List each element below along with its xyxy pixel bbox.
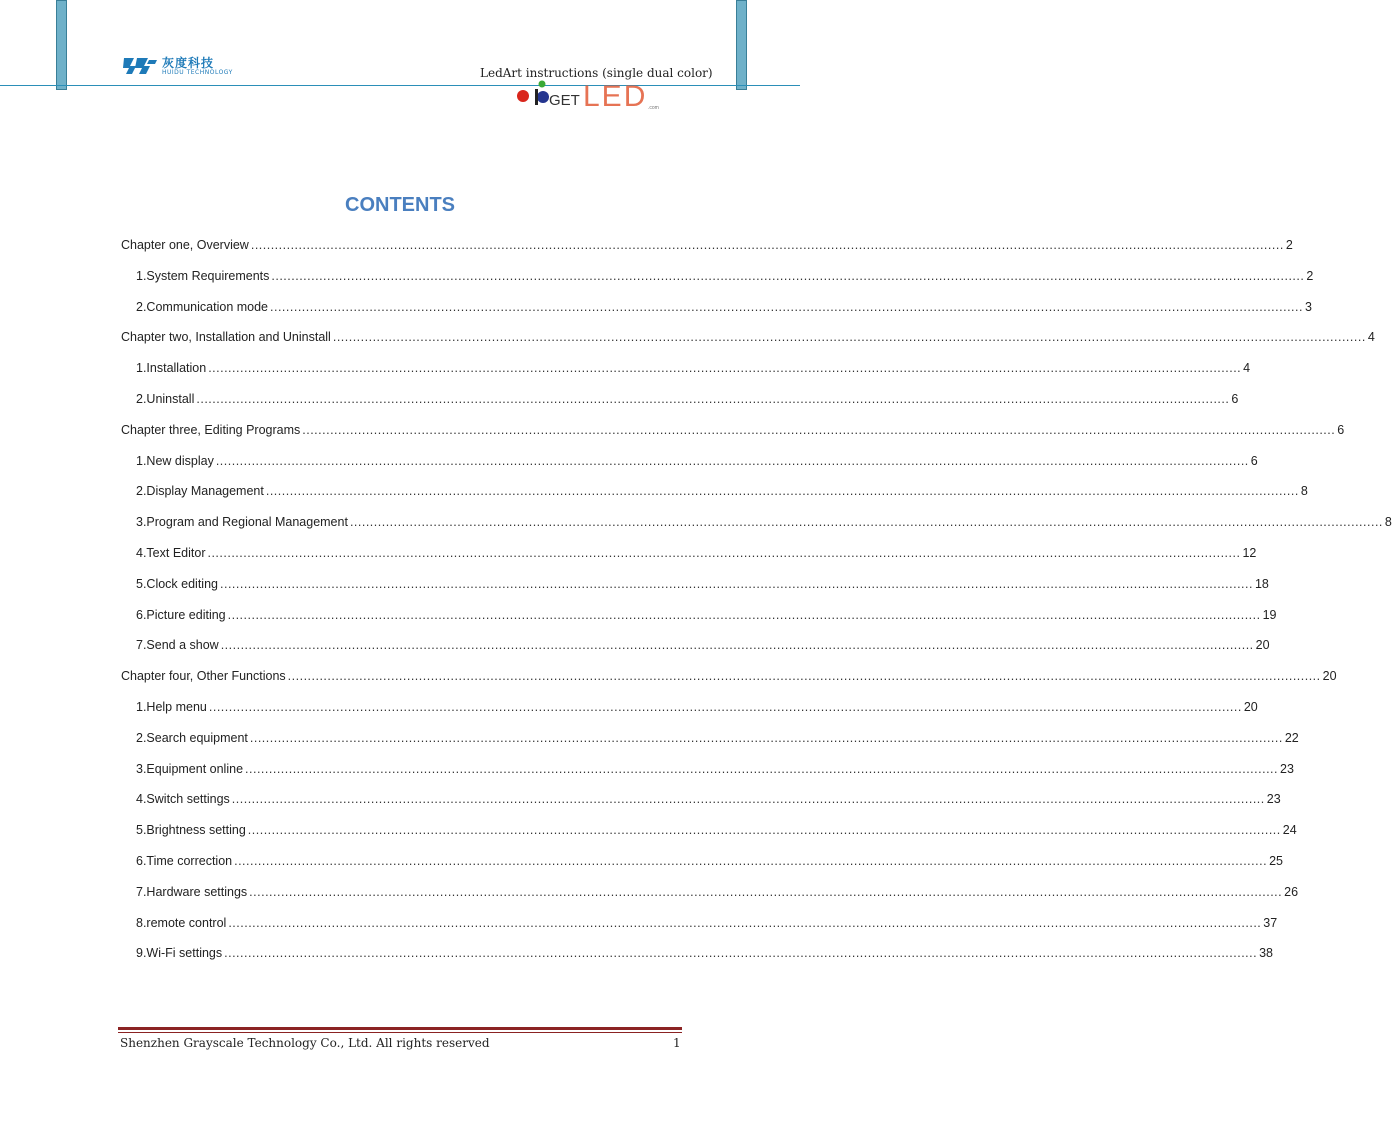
toc-entry-page: 18: [1254, 576, 1269, 591]
toc-leader-dots: ....................................................................................................................................................................................................................................................................: [249, 884, 1283, 899]
header-right-tab: [736, 0, 747, 90]
toc-entry-label: 1.Installation: [136, 361, 207, 376]
company-logo: [122, 54, 233, 78]
toc-leader-dots: ....................................................................................................................................................................................................................................................................: [208, 700, 1242, 714]
toc-entry[interactable]: [136, 444, 1258, 468]
header-left-tab: [56, 0, 67, 90]
toc-entry[interactable]: [136, 290, 1312, 314]
toc-leader-dots: ....................................................................................................................................................................................................................................................................: [247, 823, 1281, 838]
brand-led: LED: [583, 80, 648, 113]
toc-leader-dots: ....................................................................................................................................................................................................................................................................: [349, 515, 1383, 530]
toc-entry-label: 2.Search equipment: [136, 730, 248, 745]
toc-entry-page: 2: [1306, 268, 1314, 283]
toc-entry-page: 6: [1231, 392, 1239, 406]
footer-rule-thick: [118, 1027, 682, 1030]
toc-entry-label: Chapter four, Other Functions: [121, 669, 286, 684]
toc-entry[interactable]: [136, 906, 1278, 930]
toc-entry[interactable]: [136, 598, 1277, 622]
toc-entry[interactable]: [136, 721, 1299, 745]
toc-entry[interactable]: [136, 382, 1239, 406]
toc-entry[interactable]: [136, 351, 1251, 376]
toc-entry-label: Chapter three, Editing Programs: [121, 422, 301, 437]
toc-leader-dots: ....................................................................................................................................................................................................................................................................: [208, 361, 1242, 376]
toc-entry[interactable]: [136, 474, 1308, 499]
toc-entry[interactable]: [136, 690, 1258, 714]
page-title: CONTENTS: [345, 194, 455, 216]
logo-chinese-text: 灰度科技: [162, 55, 215, 70]
toc-entry-label: 5.Clock editing: [136, 576, 218, 591]
toc-entry-page: 23: [1280, 761, 1294, 776]
toc-entry-page: 8: [1300, 484, 1308, 499]
toc-entry[interactable]: [121, 659, 1337, 684]
toc-entry-label: 6.Time correction: [136, 854, 233, 868]
toc-entry-page: 3: [1304, 299, 1312, 314]
toc-leader-dots: ....................................................................................................................................................................................................................................................................: [224, 946, 1258, 961]
toc-leader-dots: ....................................................................................................................................................................................................................................................................: [270, 299, 1303, 314]
footer-copyright: Shenzhen Grayscale Technology Co., Ltd. All rights reserved: [120, 1036, 490, 1050]
toc-entry-label: 1.New display: [136, 453, 214, 468]
toc-entry-page: 22: [1284, 730, 1299, 745]
toc-entry-label: 3.Program and Regional Management: [136, 515, 348, 530]
toc-entry-label: 8.remote control: [136, 915, 227, 930]
toc-entry-page: 12: [1242, 546, 1257, 560]
toc-leader-dots: ....................................................................................................................................................................................................................................................................: [220, 576, 1253, 591]
header-rule: [0, 85, 800, 86]
toc-entry[interactable]: [136, 259, 1314, 283]
toc-entry[interactable]: [121, 228, 1293, 252]
toc-leader-dots: ....................................................................................................................................................................................................................................................................: [220, 638, 1254, 653]
toc-entry-label: 4.Text Editor: [136, 546, 206, 560]
toc-entry[interactable]: [136, 628, 1270, 653]
toc-entry-page: 4: [1243, 361, 1251, 376]
toc-entry-page: 26: [1284, 884, 1299, 899]
toc-entry-page: 19: [1262, 607, 1277, 622]
toc-entry[interactable]: [136, 782, 1281, 807]
toc-entry-page: 6: [1337, 422, 1345, 437]
toc-leader-dots: ....................................................................................................................................................................................................................................................................: [228, 915, 1262, 930]
toc-entry-label: Chapter two, Installation and Uninstall: [121, 330, 331, 345]
toc-leader-dots: ....................................................................................................................................................................................................................................................................: [196, 392, 1230, 406]
red-dot-icon: [517, 90, 529, 102]
toc-leader-dots: ....................................................................................................................................................................................................................................................................: [215, 453, 1249, 468]
toc-leader-dots: ....................................................................................................................................................................................................................................................................: [271, 268, 1305, 283]
toc-leader-dots: ....................................................................................................................................................................................................................................................................: [287, 669, 1321, 684]
toc-entry-label: 5.Brightness setting: [136, 823, 246, 838]
toc-leader-dots: ....................................................................................................................................................................................................................................................................: [231, 792, 1265, 807]
toc-entry-label: 3.Equipment online: [136, 761, 244, 776]
toc-entry[interactable]: [136, 875, 1299, 899]
toc-entry-label: Chapter one, Overview: [121, 238, 249, 252]
huidu-logo-icon: [122, 54, 158, 78]
toc-entry-page: 37: [1263, 915, 1278, 930]
toc-entry-page: 20: [1322, 669, 1337, 684]
toc-leader-dots: ....................................................................................................................................................................................................................................................................: [332, 330, 1366, 345]
brand-get: GET: [549, 92, 580, 109]
toc-entry-page: 6: [1250, 453, 1258, 468]
toc-entry[interactable]: [136, 752, 1294, 776]
toc-entry[interactable]: [121, 320, 1375, 345]
green-dot-icon: [539, 81, 546, 88]
toc-entry[interactable]: [136, 567, 1269, 591]
toc-entry-page: 24: [1282, 823, 1297, 838]
toc-entry-label: 4.Switch settings: [136, 792, 230, 807]
toc-entry[interactable]: [121, 413, 1345, 437]
toc-entry-label: 7.Send a show: [136, 638, 219, 653]
toc-entry-label: 2.Uninstall: [136, 392, 195, 406]
toc-leader-dots: ....................................................................................................................................................................................................................................................................: [302, 422, 1336, 437]
toc-entry-label: 2.Display Management: [136, 484, 264, 499]
toc-leader-dots: ....................................................................................................................................................................................................................................................................: [249, 730, 1283, 745]
toc-leader-dots: ....................................................................................................................................................................................................................................................................: [245, 761, 1278, 776]
toc-entry[interactable]: [136, 936, 1274, 961]
logo-english-text: HUIDU TECHNOLOGY: [162, 68, 233, 76]
toc-leader-dots: ....................................................................................................................................................................................................................................................................: [227, 607, 1261, 622]
toc-entry[interactable]: [136, 505, 1392, 530]
toc-entry-label: 6.Picture editing: [136, 607, 226, 622]
toc-entry-page: 25: [1269, 854, 1283, 868]
bar-icon: [535, 89, 538, 105]
toc-entry-page: 2: [1285, 238, 1293, 252]
toc-entry[interactable]: [136, 844, 1283, 868]
footer-rule-thin: [118, 1032, 682, 1033]
footer-page-number: 1: [673, 1036, 681, 1050]
brand-com: .com: [648, 105, 659, 111]
toc-leader-dots: ....................................................................................................................................................................................................................................................................: [250, 238, 1284, 252]
toc-entry-label: 7.Hardware settings: [136, 884, 248, 899]
toc-entry-label: 9.Wi-Fi settings: [136, 946, 223, 961]
toc-entry-page: 4: [1367, 330, 1375, 345]
toc-leader-dots: ....................................................................................................................................................................................................................................................................: [234, 854, 1268, 868]
toc-leader-dots: ....................................................................................................................................................................................................................................................................: [265, 484, 1299, 499]
toc-entry[interactable]: [136, 536, 1257, 560]
toc-entry-page: 38: [1259, 946, 1274, 961]
toc-entry-label: 1.Help menu: [136, 700, 207, 714]
toc-entry-page: 23: [1266, 792, 1281, 807]
document-title: LedArt instructions (single dual color): [480, 66, 713, 80]
getled-logo: [515, 76, 665, 113]
toc-leader-dots: ....................................................................................................................................................................................................................................................................: [207, 546, 1241, 560]
toc-entry-label: 2.Communication mode: [136, 299, 269, 314]
toc-entry-page: 20: [1255, 638, 1270, 653]
toc-entry-page: 8: [1384, 515, 1392, 530]
blue-dot-icon: [537, 91, 549, 103]
toc-entry-label: 1.System Requirements: [136, 268, 270, 283]
toc-entry-page: 20: [1243, 700, 1258, 714]
toc-entry[interactable]: [136, 813, 1297, 838]
